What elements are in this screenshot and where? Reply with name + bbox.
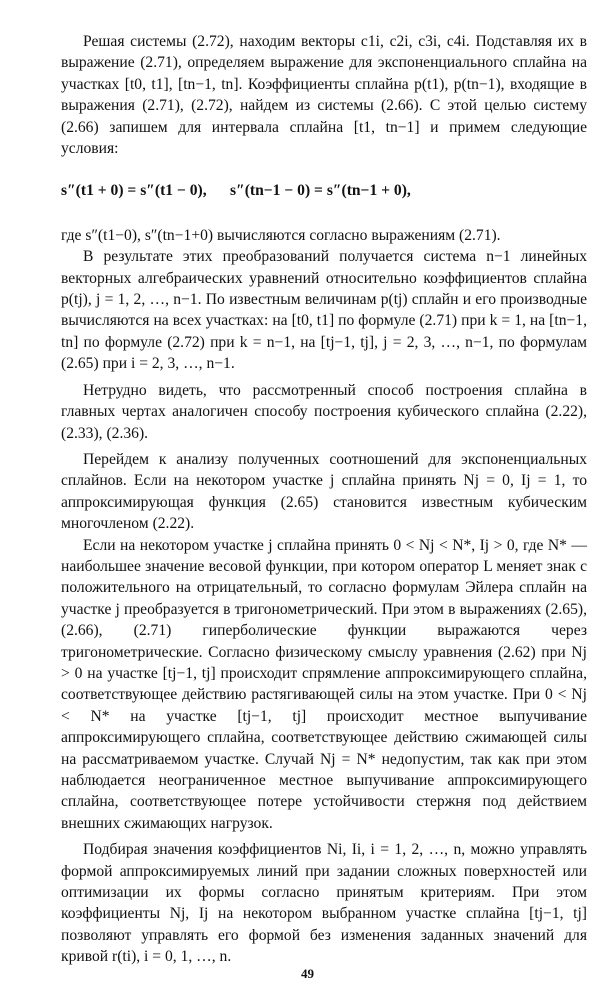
page-body xyxy=(61,31,587,968)
paragraph-5: Перейдем к анализу полученных соотношений для экспоненциальных сплайнов. Если на некотором участке j сплайна принять Nj = 0, Ij = 1, то аппроксимирующая функция (2.65) становится известным кубическим многочленом (2.22). xyxy=(61,450,587,533)
paragraph-6: Если на некотором участке j сплайна принять 0 < Nj < N*, Ij > 0, где N* — наибольшее значение весовой функции, при котором оператор L меняет знак с положительного на отрицательный, то согласно формулам Эйлера сплайн на участке j преобразуется в тригонометрический. При этом в выражениях (2.65), (2.66), (2.71) гиперболические функции выражаются через тригонометрические. Согласно физическому смыслу уравнения (2.62) при Nj > 0 на участке [tj−1, tj] происходит спрямление аппроксимирующего сплайна, соответствующее действию растягивающей силы на этом участке. При 0 < Nj < N* на участке [tj−1, tj] происходит местное выпучивание аппроксимирующего сплайна, соответствующее действию сжимающей силы на рассматриваемом участке. Случай Nj = N* недопустим, так как при этом наблюдается неограниченное местное выпучивание аппроксимирующего сплайна, соответствующее потере устойчивости стержня под действием внешних сжимающих нагрузок. xyxy=(61,536,587,832)
paragraph-4: Нетрудно видеть, что рассмотренный способ построения сплайна в главных чертах аналогичен способу построения кубического сплайна (2.22), (2.33), (2.36). xyxy=(61,381,587,442)
boundary-condition-formula: s″(t1 + 0) = s″(t1 − 0), s″(tn−1 − 0) = s″(tn−1 + 0), xyxy=(61,182,411,200)
paragraph-1: Решая системы (2.72), находим векторы c1i, c2i, c3i, c4i. Подставляя их в выражение (2.71), определяем выражение для экспоненциального сплайна на участках [t0, t1], [tn−1, tn]. Коэффициенты сплайна p(t1), p(tn−1), входящие в выражения (2.71), (2.72), найдем из системы (2.66). С этой целью систему (2.66) запишем для интервала сплайна [t1, tn−1] и примем следующие условия: xyxy=(61,33,587,158)
paragraph-7: Подбирая значения коэффициентов Ni, Ii, i = 1, 2, …, n, можно управлять формой аппроксимируемых линий при задании сложных поверхностей или оптимизации их формы согласно принятым критериям. При этом коэффициенты Nj, Ij на некотором выбранном участке сплайна [tj−1, tj] позволяют управлять его формой без изменения заданных значений для кривой r(ti), i = 0, 1, …, n. xyxy=(61,841,587,966)
page-number: 49 xyxy=(301,966,314,981)
paragraph-3: В результате этих преобразований получается система n−1 линейных векторных алгебраических уравнений относительно коэффициентов сплайна p(tj), j = 1, 2, …, n−1. По известным величинам p(tj) сплайн и его производные вычисляются на всех участках: на [t0, t1] по формуле (2.71) при k = 1, на [tn−1, tn] по формуле (2.72) при k = n−1, на [tj−1, tj], j = 2, 3, …, n−1, по формулам (2.65) при i = 2, 3, …, n−1. xyxy=(61,248,587,373)
paragraph-2: где s″(t1−0), s″(tn−1+0) вычисляются согласно выражениям (2.71). xyxy=(61,226,501,244)
